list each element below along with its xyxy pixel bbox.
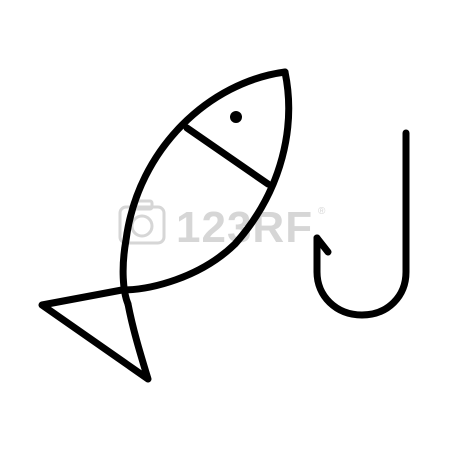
watermark-text: 123RF (176, 203, 314, 252)
fishing-hook-icon (317, 133, 406, 315)
fish-gill (187, 128, 268, 184)
fish-eye (230, 111, 242, 123)
watermark-registered-mark: ® (318, 206, 326, 217)
fish-tail (42, 290, 148, 379)
watermark (120, 201, 326, 252)
hook-shank-and-bend (317, 133, 406, 315)
